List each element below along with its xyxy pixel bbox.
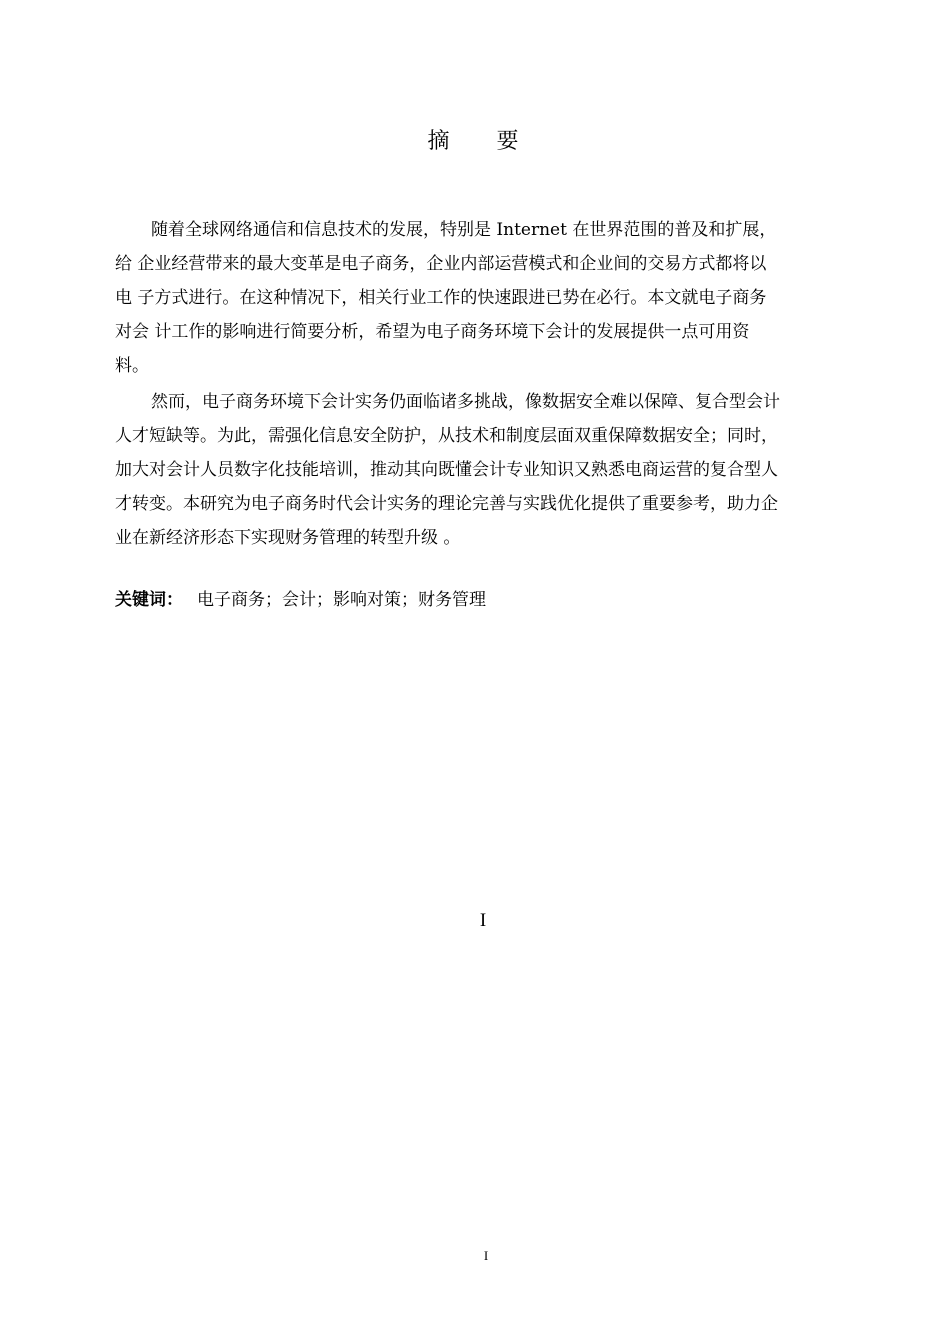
keywords-line xyxy=(115,586,486,614)
keywords-value: 电子商务；会计；影响对策；财务管理 xyxy=(197,590,486,610)
paragraph-line: 料。 xyxy=(115,356,149,376)
paragraph-line: 加大对会计人员数字化技能培训，推动其向既懂会计专业知识又熟悉电商运营的复合型人 xyxy=(115,460,778,480)
abstract-title: 摘 要 xyxy=(427,129,539,154)
abstract-paragraph-1 xyxy=(115,213,860,383)
paragraph-line: 电 子方式进行。在这种情况下，相关行业工作的快速跟进已势在必行。本文就电子商务 xyxy=(115,288,767,308)
paragraph-line: 给 企业经营带来的最大变革是电子商务，企业内部运营模式和企业间的交易方式都将以 xyxy=(115,254,767,274)
paragraph-line: 然而，电子商务环境下会计实务仍面临诸多挑战，像数据安全难以保障、复合型会计 xyxy=(151,392,780,412)
paragraph-line: 才转变。本研究为电子商务时代会计实务的理论完善与实践优化提供了重要参考，助力企 xyxy=(115,494,778,514)
page-number-footer: I xyxy=(483,1248,489,1263)
paragraph-line: 对会 计工作的影响进行简要分析，希望为电子商务环境下会计的发展提供一点可用资 xyxy=(115,322,750,342)
page-number-mid: I xyxy=(479,910,487,931)
keywords-label: 关键词： xyxy=(115,590,183,610)
paragraph-line: 业在新经济形态下实现财务管理的转型升级 。 xyxy=(115,528,461,548)
paragraph-line: 随着全球网络通信和信息技术的发展，特别是 Internet 在世界范围的普及和扩展， xyxy=(151,220,777,240)
abstract-paragraph-2 xyxy=(115,385,860,555)
paragraph-line: 人才短缺等。为此，需强化信息安全防护，从技术和制度层面双重保障数据安全；同时， xyxy=(115,426,778,446)
